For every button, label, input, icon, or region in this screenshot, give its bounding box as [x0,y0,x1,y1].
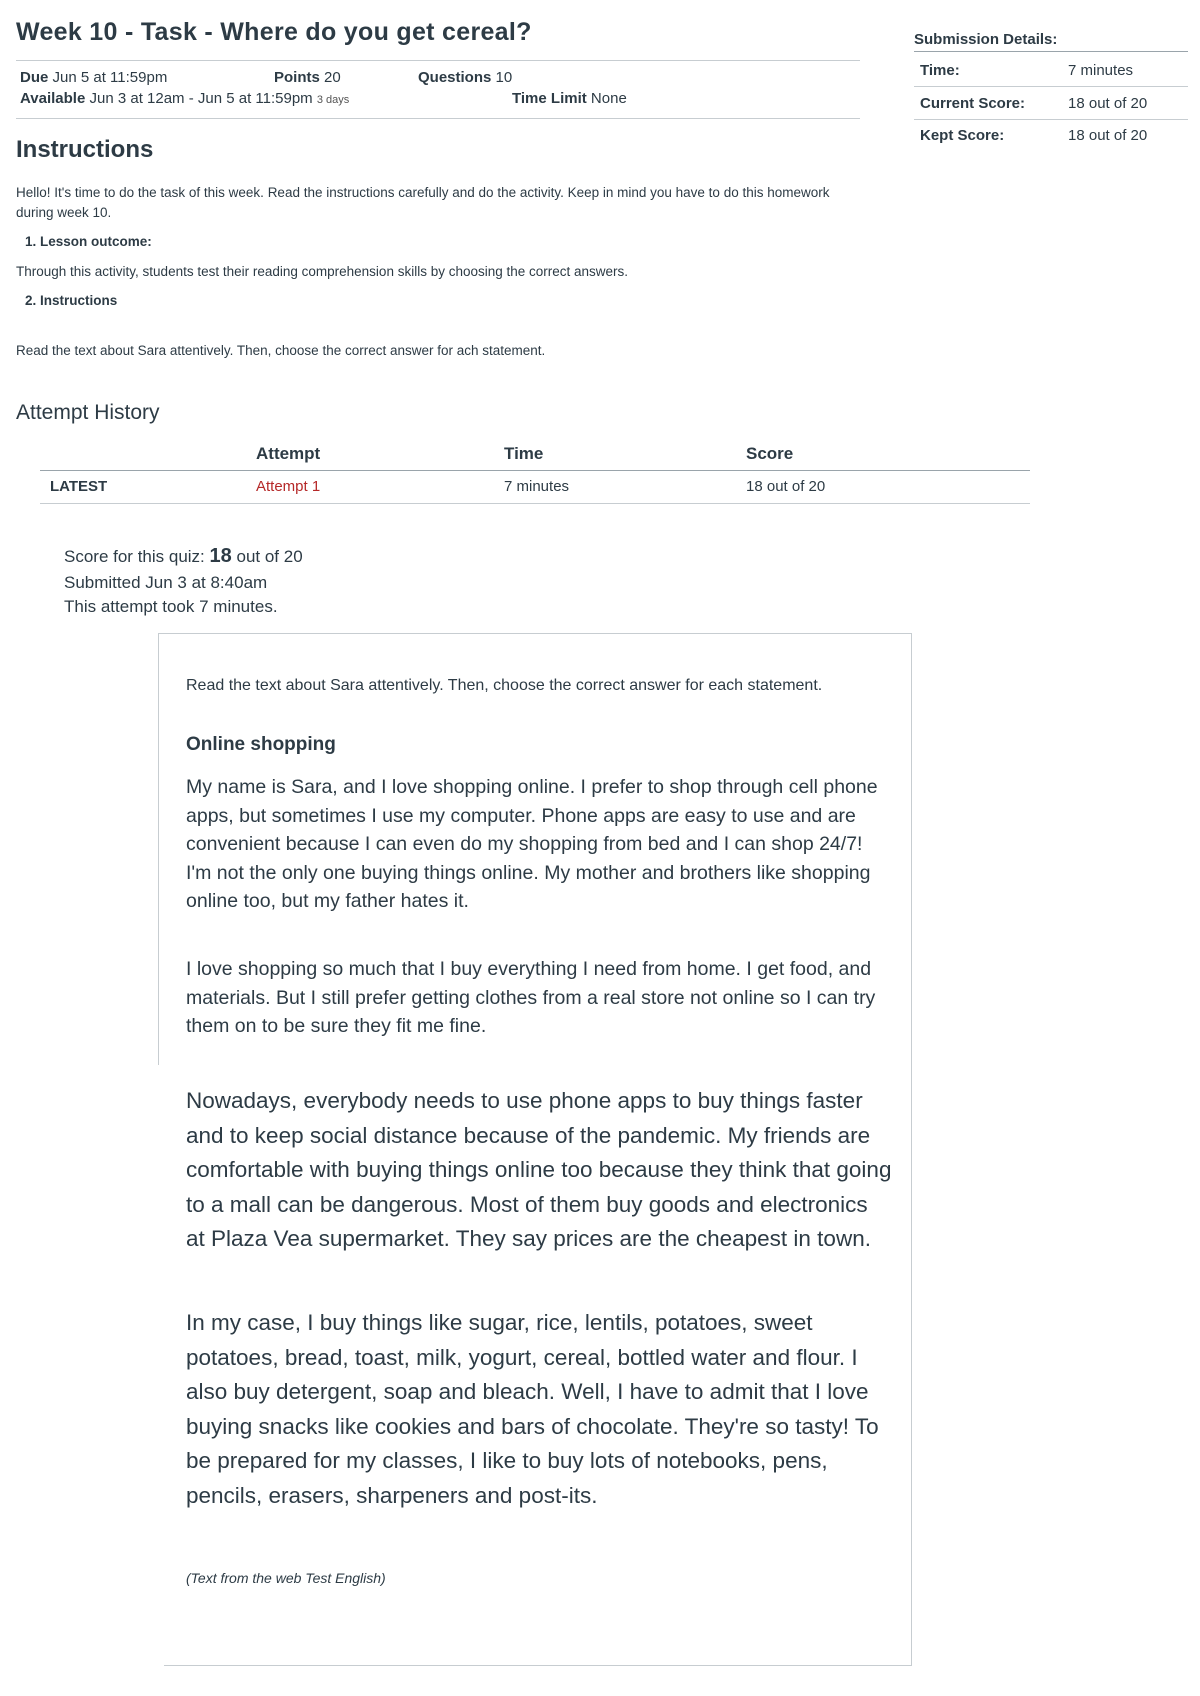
divider [914,119,1188,120]
points-field [274,69,341,86]
due-label: Due [20,69,49,86]
time-limit-label: Time Limit [512,90,587,107]
column-header-attempt: Attempt [256,444,321,463]
submitted-time: Submitted Jun 3 at 8:40am [64,573,268,592]
instructions-item-label: 2. Instructions [25,293,118,308]
score-value: 18 [209,545,232,567]
submission-time-label: Time: [920,62,960,79]
divider [914,86,1188,87]
reading-paragraph: My name is Sara, and I love shopping online. I prefer to shop through cell phone apps, but sometimes I use my computer. Phone apps are easy to use and are convenient because I can even do my shopping from bed and I can shop 24/7! I'm not the only one buying things online. My mother and brothers like shopping online too, but my father hates it. [186,776,878,912]
divider [16,118,860,119]
reading-paragraph: In my case, I buy things like sugar, rice, lentils, potatoes, sweet potatoes, bread, toast, milk, yogurt, cereal, bottled water and flour. I also buy detergent, soap and bleach. Well, I have to admit that I love buying snacks like cookies and bars of chocolate. They're so tasty! To be prepared for my classes, I like to buy lots of notebooks, pens, pencils, erasers, sharpeners and post-its. [186,1310,879,1508]
question-intro: Read the text about Sara attentively. Then, choose the correct answer for each statement. [186,677,823,694]
submission-details-title: Submission Details: [914,31,1058,48]
attempt-time: 7 minutes [504,478,570,495]
quiz-score-line [64,545,303,568]
instructions-heading: Instructions [16,136,154,163]
available-field [20,90,349,107]
kept-score-label: Kept Score: [920,127,1005,144]
due-field [20,69,167,86]
instructions-intro: Hello! It's time to do the task of this week. Read the instructions carefully and do the activity. Keep in mind you have to do this homework during week 10. [16,185,830,220]
due-value: Jun 5 at 11:59pm [52,69,168,86]
lesson-outcome-label: 1. Lesson outcome: [25,234,152,249]
page-title: Week 10 - Task - Where do you get cereal? [16,18,532,46]
attempt-duration: This attempt took 7 minutes. [64,597,278,616]
available-label: Available [20,90,86,107]
current-score-row [920,95,1180,112]
points-label: Points [274,69,320,86]
attempt-score: 18 out of 20 [746,478,826,495]
reading-paragraph: Nowadays, everybody needs to use phone apps to buy things faster and to keep social distance because of the pandemic. My friends are comfortable with buying things online too because they think that going to a mall can be dangerous. Most of them buy goods and electronics at Plaza Vea supermarket. They say prices are the cheapest in town. [186,1088,892,1251]
latest-tag: LATEST [50,478,108,495]
lesson-outcome-text: Through this activity, students test their reading comprehension skills by choosing the correct answers. [16,264,629,279]
available-value: Jun 3 at 12am - Jun 5 at 11:59pm [89,90,313,107]
kept-score-value: 18 out of 20 [1068,127,1148,144]
questions-value: 10 [495,69,513,86]
reading-paragraph: I love shopping so much that I buy everything I need from home. I get food, and materials. But I still prefer getting clothes from a real store not online so I can try them on to be sure they fit me fine. [186,958,876,1037]
current-score-value: 18 out of 20 [1068,95,1148,112]
text-source-note: (Text from the web Test English) [186,1570,386,1586]
questions-field [418,69,512,86]
reading-title: Online shopping [186,734,336,755]
submission-time-row [920,62,1180,79]
points-value: 20 [324,69,341,86]
question-box-border-gap [152,1065,164,1670]
available-days: 3 days [316,94,350,106]
column-header-time: Time [504,444,544,463]
score-suffix: out of 20 [236,547,303,566]
attempt-history-heading: Attempt History [16,401,160,424]
questions-label: Questions [418,69,492,86]
score-prefix: Score for this quiz: [64,547,205,566]
divider [914,51,1188,52]
attempt-link[interactable]: Attempt 1 [256,478,321,495]
instructions-item-text: Read the text about Sara attentively. Then, choose the correct answer for ach statement. [16,343,546,358]
divider [16,60,860,61]
divider [40,470,1030,471]
time-limit-value: None [590,90,627,107]
submission-time-value: 7 minutes [1068,62,1134,79]
current-score-label: Current Score: [920,95,1026,112]
kept-score-row [920,127,1180,144]
time-limit-field [512,90,627,107]
column-header-score: Score [746,444,794,463]
divider [40,503,1030,504]
